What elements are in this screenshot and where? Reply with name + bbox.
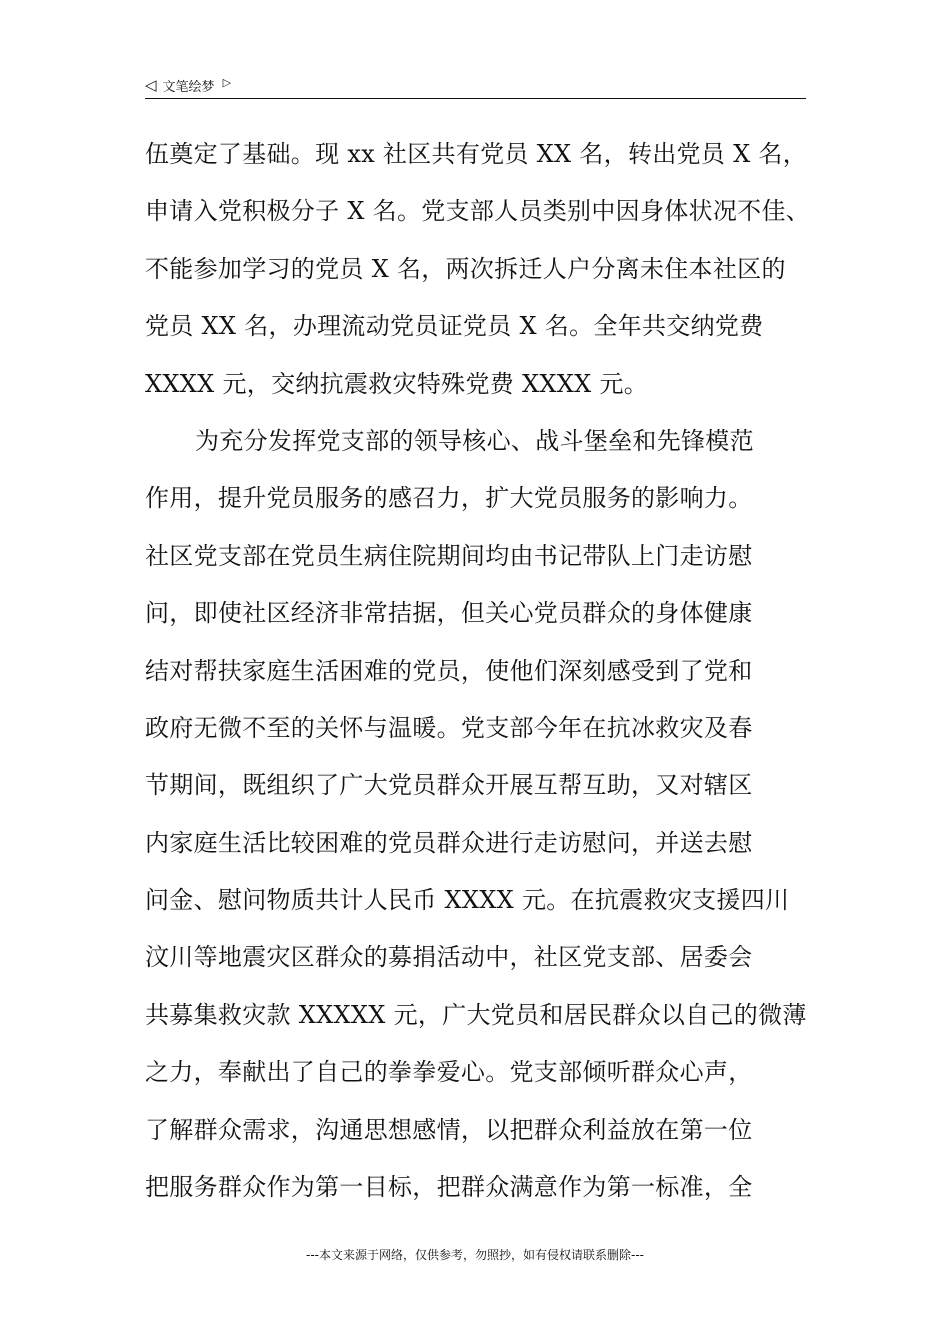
text-line: 问，即使社区经济非常拮据，但关心党员群众的身体健康 (145, 599, 753, 628)
text-line: 节期间，既组织了广大党员群众开展互帮互助，又对辖区 (145, 771, 753, 800)
page-footer: ---本文来源于网络，仅供参考，勿照抄，如有侵权请联系删除--- (306, 1248, 644, 1262)
text-line: 伍奠定了基础。现 xx 社区共有党员 XX 名，转出党员 X 名， (145, 140, 807, 168)
header-divider (145, 98, 806, 99)
text-line: 问金、慰问物质共计人民币 XXXX 元。在抗震救灾支援四川 (145, 886, 790, 915)
text-line: 内家庭生活比较困难的党员群众进行走访慰问，并送去慰 (145, 828, 753, 857)
text-line: 了解群众需求，沟通思想感情，以把群众利益放在第一位 (145, 1115, 753, 1144)
document-body (145, 126, 845, 1216)
text-line: 共募集救灾款 XXXXX 元，广大党员和居民群众以自己的微薄 (145, 1000, 807, 1029)
right-triangle-icon: ▷ (222, 75, 232, 89)
text-line: 汶川等地震灾区群众的募捐活动中，社区党支部、居委会 (145, 943, 753, 972)
page-header (145, 74, 805, 96)
text-line: 社区党支部在党员生病住院期间均由书记带队上门走访慰 (145, 541, 753, 570)
text-line: 党员 XX 名，办理流动党员证党员 X 名。全年共交纳党费 (145, 312, 764, 341)
text-line: 把服务群众作为第一目标，把群众满意作为第一标准，全 (145, 1173, 753, 1202)
left-triangle-icon: ◁ (145, 75, 157, 94)
text-line: XXXX 元，交纳抗震救灾特殊党费 XXXX 元。 (145, 369, 649, 398)
text-line: 作用，提升党员服务的感召力，扩大党员服务的影响力。 (145, 484, 753, 513)
text-line: 政府无微不至的关怀与温暖。党支部今年在抗冰救灾及春 (145, 713, 753, 742)
text-line: 结对帮扶家庭生活困难的党员，使他们深刻感受到了党和 (145, 656, 753, 685)
header-title: 文笔绘梦 (162, 79, 215, 95)
text-line: 之力，奉献出了自己的拳拳爱心。党支部倾听群众心声， (145, 1058, 753, 1087)
text-line: 申请入党积极分子 X 名。党支部人员类别中因身体状况不佳、 (145, 197, 811, 226)
text-line: 不能参加学习的党员 X 名，两次拆迁人户分离未住本社区的 (145, 254, 786, 283)
paragraph-start-line: 为充分发挥党支部的领导核心、战斗堡垒和先锋模范 (195, 426, 754, 455)
